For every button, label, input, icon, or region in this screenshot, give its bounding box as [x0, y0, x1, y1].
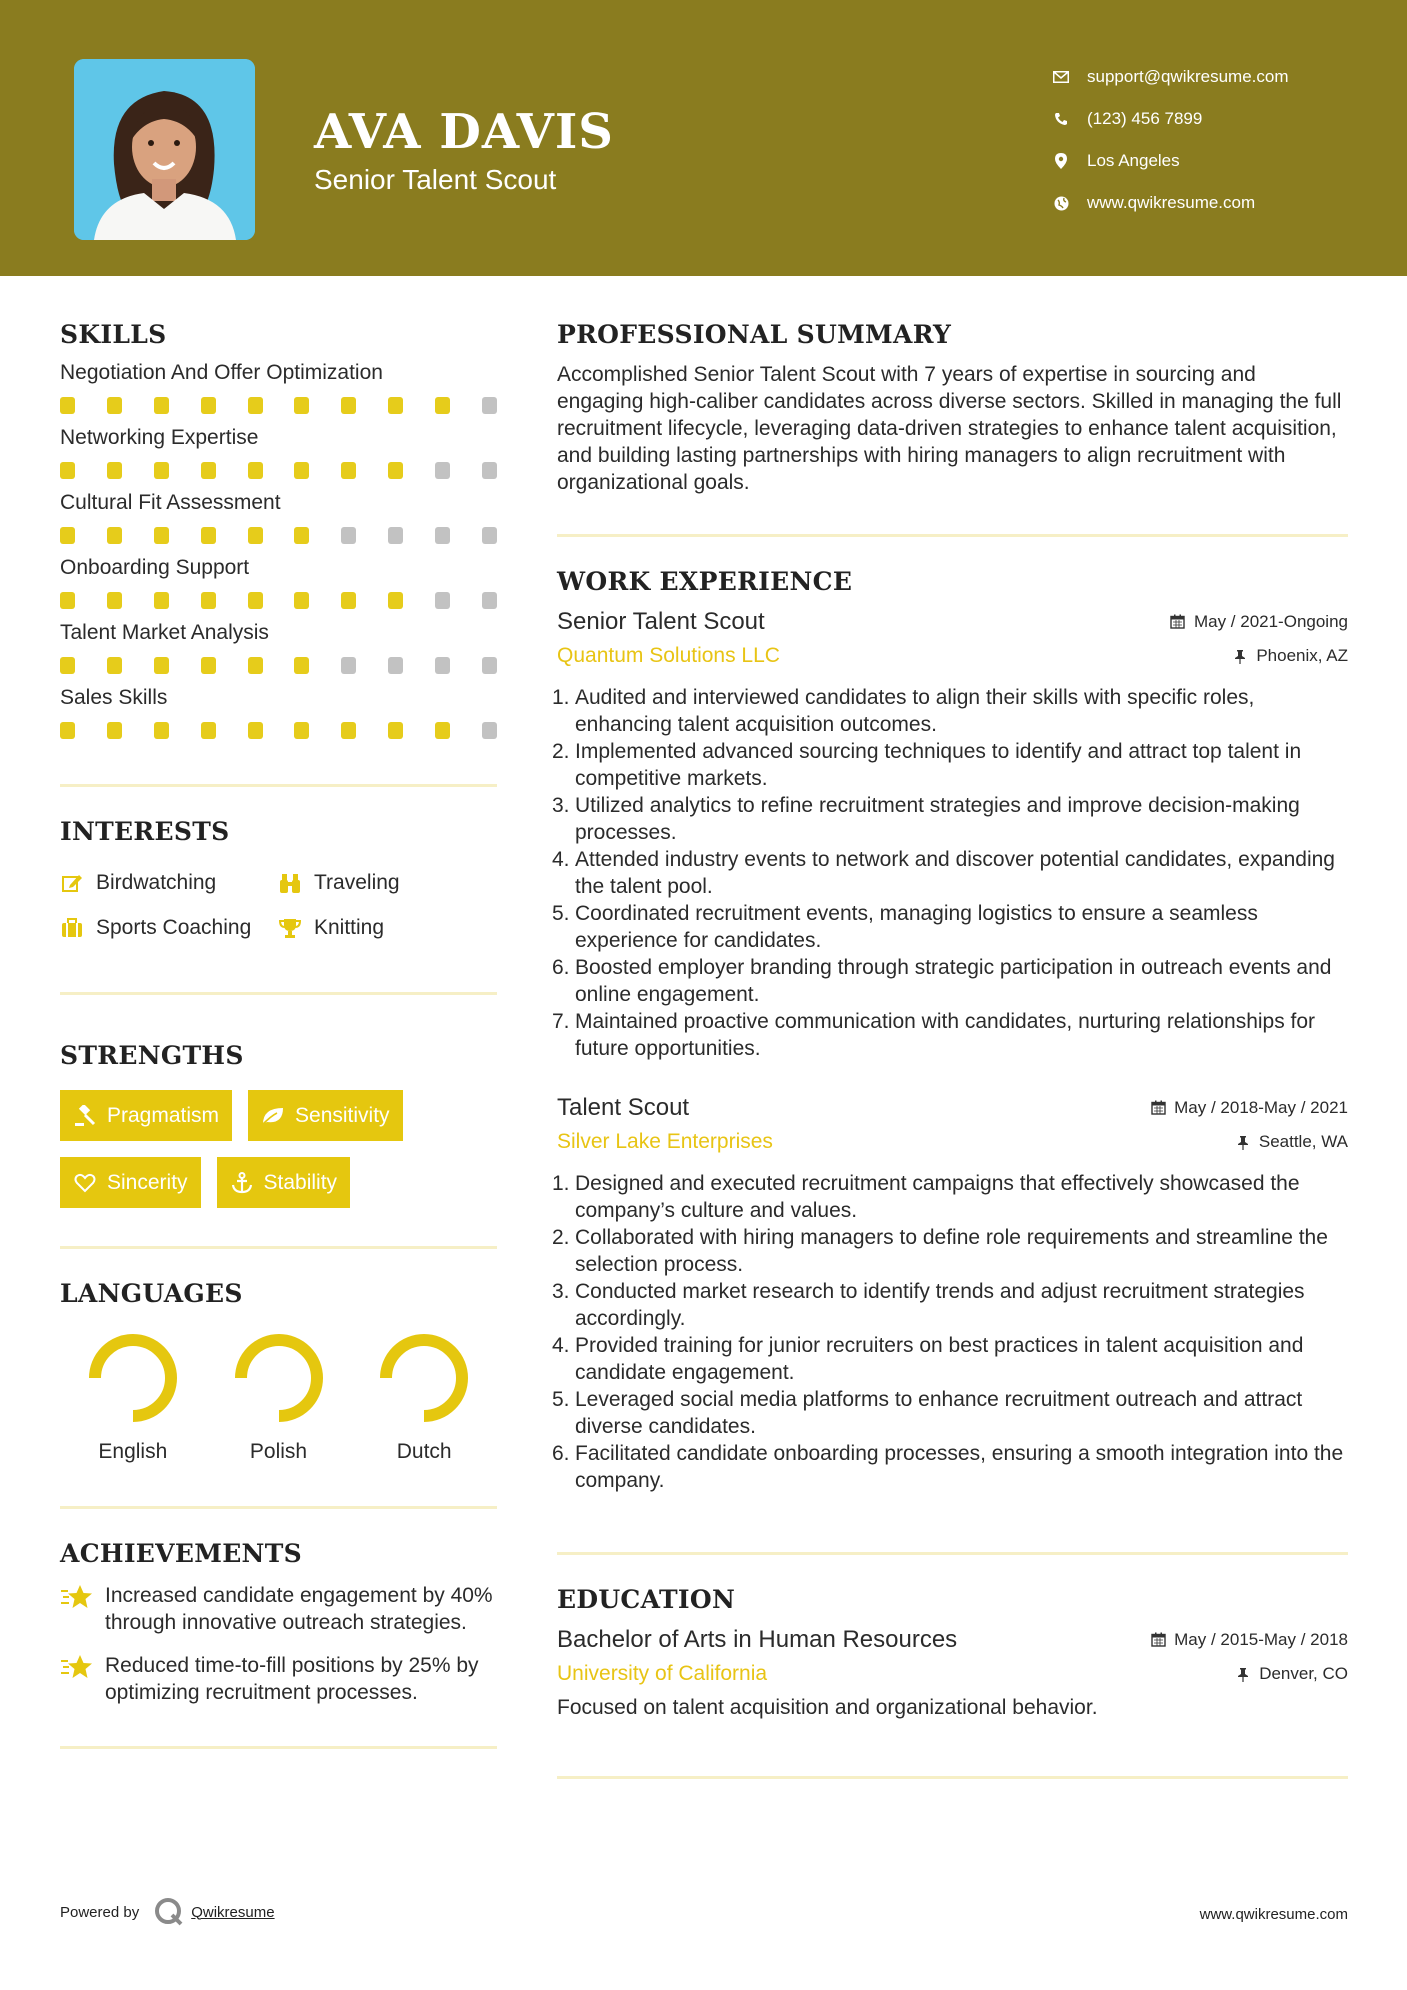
skill-rating [60, 592, 497, 609]
rating-dot-filled [248, 397, 263, 414]
footer-powered-by [60, 1896, 275, 1928]
right-column [552, 320, 1348, 1779]
rating-dot-filled [107, 397, 122, 414]
calendar-icon [1150, 1632, 1166, 1648]
education-description: Focused on talent acquisition and organizational behavior. [557, 1696, 1098, 1719]
job-bullet: 3. Conducted market research to identify trends and adjust recruitment strategies accordingly. [552, 1280, 1305, 1330]
candidate-name: AVA DAVIS [314, 104, 614, 160]
rating-dot-filled [248, 527, 263, 544]
briefcase-icon [60, 916, 84, 940]
job-entry [552, 608, 1348, 1062]
language-gauge [85, 1330, 181, 1426]
interest-label: Birdwatching [96, 870, 217, 894]
language-gauge [376, 1330, 472, 1426]
trophy-icon [278, 916, 302, 940]
job-bullet: 4. Attended industry events to network and discover potential candidates, expanding the talent pool. [552, 848, 1335, 898]
rating-dot-filled [60, 722, 75, 739]
strength-label: Pragmatism [107, 1103, 220, 1127]
rating-dot-filled [60, 462, 75, 479]
profile-photo [74, 59, 255, 240]
gavel-icon [73, 1104, 97, 1128]
pencil-square-icon [60, 871, 84, 895]
phone-icon [1050, 108, 1072, 130]
languages-divider [60, 1506, 497, 1509]
skill-name: Sales Skills [60, 686, 168, 709]
skill-name: Onboarding Support [60, 556, 250, 579]
rating-dot-filled [154, 592, 169, 609]
job-bullet: 3. Utilized analytics to refine recruitment strategies and improve decision-making processes. [552, 794, 1300, 844]
skill-name: Cultural Fit Assessment [60, 491, 281, 514]
strength-label: Stability [263, 1170, 338, 1194]
rating-dot-filled [294, 722, 309, 739]
education-entry [557, 1626, 1348, 1720]
rating-dot-filled [60, 527, 75, 544]
calendar-icon [1150, 1100, 1166, 1116]
interests-divider [60, 992, 497, 995]
skill-rating [60, 657, 497, 674]
contact-email[interactable] [1050, 56, 1289, 98]
contact-phone-text: (123) 456 7899 [1087, 109, 1203, 128]
rating-dot-filled [60, 657, 75, 674]
contact-phone[interactable] [1050, 98, 1289, 140]
rating-dot-filled [248, 657, 263, 674]
company-name: Quantum Solutions LLC [557, 644, 780, 667]
rating-dot-filled [341, 462, 356, 479]
rating-dot-empty [388, 527, 403, 544]
job-bullets [552, 1170, 1348, 1494]
globe-icon [1050, 192, 1072, 214]
education-location-text: Denver, CO [1259, 1664, 1348, 1683]
language-label: English [98, 1440, 168, 1463]
skill-rating [60, 722, 497, 739]
rating-dot-filled [154, 527, 169, 544]
rating-dot-filled [201, 592, 216, 609]
achievement-item [60, 1582, 497, 1636]
job-bullet: 5. Leveraged social media platforms to enhance recruitment outreach and attract diverse candidates. [552, 1388, 1303, 1438]
job-bullet: 6. Boosted employer branding through strategic participation in outreach events and online engagement. [552, 956, 1332, 1006]
language-label: Polish [249, 1440, 308, 1463]
contact-list [1050, 56, 1289, 224]
achievement-item [60, 1652, 497, 1706]
skills-divider [60, 784, 497, 787]
job-bullet: 5. Coordinated recruitment events, managing logistics to ensure a seamless experience for candidates. [552, 902, 1258, 952]
summary-text: Accomplished Senior Talent Scout with 7 years of expertise in sourcing and engaging high-caliber candidates across diverse sectors. Skilled in managing the full recruitment lifecycle, leveraging data-driven strategies to enhance talent acquisition, and building lasting partnerships with hiring managers to align recruitment with organizational goals. [557, 363, 1342, 494]
education-date-text: May / 2015-May / 2018 [1174, 1629, 1348, 1649]
company-name: Silver Lake Enterprises [557, 1130, 773, 1153]
strength-tag [217, 1157, 351, 1208]
contact-email-text: support@qwikresume.com [1087, 67, 1289, 86]
strength-label: Sincerity [107, 1170, 188, 1194]
qwikresume-logo-icon [153, 1896, 185, 1928]
job-location [1235, 1132, 1348, 1152]
skill-name: Talent Market Analysis [60, 621, 269, 644]
pushpin-icon [1235, 1134, 1251, 1150]
rating-dot-empty [341, 527, 356, 544]
rating-dot-filled [341, 397, 356, 414]
job-bullet: 7. Maintained proactive communication with candidates, nurturing relationships for future opportunities. [552, 1010, 1316, 1060]
interest-label: Sports Coaching [96, 915, 252, 939]
interest-item [278, 860, 400, 905]
job-bullet: 1. Designed and executed recruitment campaigns that effectively showcased the company’s culture and values. [552, 1172, 1300, 1222]
summary-heading: PROFESSIONAL SUMMARY [557, 320, 952, 349]
education-heading: EDUCATION [557, 1585, 736, 1614]
job-date-text: May / 2018-May / 2021 [1174, 1097, 1348, 1117]
leaf-icon [261, 1104, 285, 1128]
rating-dot-filled [435, 397, 450, 414]
interest-item [60, 905, 278, 950]
job-title: Talent Scout [557, 1094, 690, 1121]
rating-dot-empty [482, 592, 497, 609]
language-item [60, 1330, 206, 1464]
rating-dot-filled [388, 722, 403, 739]
achievements-heading: ACHIEVEMENTS [60, 1539, 302, 1568]
interests-heading: INTERESTS [60, 817, 230, 846]
rating-dot-filled [435, 722, 450, 739]
job-location [1232, 646, 1348, 666]
language-label: Dutch [396, 1440, 452, 1463]
rating-dot-filled [154, 657, 169, 674]
rating-dot-filled [154, 722, 169, 739]
rating-dot-filled [201, 527, 216, 544]
rating-dot-filled [294, 657, 309, 674]
rating-dot-filled [341, 722, 356, 739]
skill-name: Networking Expertise [60, 426, 259, 449]
education-divider [557, 1776, 1348, 1779]
envelope-icon [1050, 66, 1072, 88]
contact-website[interactable] [1050, 182, 1289, 224]
map-pin-icon [1050, 150, 1072, 172]
language-item [351, 1330, 497, 1464]
contact-location-text: Los Angeles [1087, 151, 1180, 170]
pushpin-icon [1232, 648, 1248, 664]
pushpin-icon [1235, 1666, 1251, 1682]
interests-list [60, 860, 497, 950]
rating-dot-empty [341, 657, 356, 674]
experience-divider [557, 1552, 1348, 1555]
rating-dot-filled [107, 592, 122, 609]
rating-dot-empty [435, 657, 450, 674]
rating-dot-empty [388, 657, 403, 674]
job-bullet: 2. Implemented advanced sourcing techniques to identify and attract top talent in competitive markets. [552, 740, 1302, 790]
portrait-illustration [74, 59, 255, 240]
skill-name: Negotiation And Offer Optimization [60, 361, 383, 384]
job-bullet: 4. Provided training for junior recruiters on best practices in talent acquisition and candidate engagement. [552, 1334, 1304, 1384]
job-bullet: 1. Audited and interviewed candidates to align their skills with specific roles, enhancing talent acquisition outcomes. [552, 686, 1255, 736]
interest-item [60, 860, 278, 905]
strength-label: Sensitivity [295, 1103, 390, 1127]
rating-dot-filled [154, 462, 169, 479]
star-icon [60, 1582, 93, 1612]
footer-website[interactable]: www.qwikresume.com [1199, 1906, 1348, 1923]
skill-rating [60, 527, 497, 544]
rating-dot-empty [482, 657, 497, 674]
rating-dot-filled [294, 397, 309, 414]
job-bullet: 2. Collaborated with hiring managers to define role requirements and streamline the selection process. [552, 1226, 1328, 1276]
achievement-text: Increased candidate engagement by 40% through innovative outreach strategies. [105, 1584, 493, 1634]
rating-dot-empty [482, 462, 497, 479]
education-date [1150, 1630, 1348, 1650]
rating-dot-filled [107, 527, 122, 544]
rating-dot-empty [435, 462, 450, 479]
achievements-divider [60, 1746, 497, 1749]
rating-dot-filled [201, 722, 216, 739]
qwikresume-link[interactable]: Qwikresume [191, 1903, 275, 1921]
rating-dot-filled [107, 657, 122, 674]
rating-dot-empty [435, 592, 450, 609]
rating-dot-filled [248, 592, 263, 609]
interest-item [278, 905, 384, 950]
rating-dot-filled [60, 397, 75, 414]
rating-dot-filled [248, 722, 263, 739]
rating-dot-filled [294, 592, 309, 609]
rating-dot-filled [248, 462, 263, 479]
rating-dot-filled [388, 462, 403, 479]
skill-rating [60, 462, 497, 479]
rating-dot-filled [294, 462, 309, 479]
language-item [206, 1330, 352, 1464]
rating-dot-filled [107, 722, 122, 739]
left-column [60, 320, 497, 1749]
candidate-title: Senior Talent Scout [314, 164, 557, 195]
rating-dot-empty [482, 397, 497, 414]
powered-by-text: Powered by [60, 1903, 140, 1921]
anchor-icon [230, 1171, 254, 1195]
strengths-list [60, 1090, 497, 1208]
rating-dot-filled [294, 527, 309, 544]
contact-website-text: www.qwikresume.com [1087, 193, 1256, 212]
strength-tag [248, 1090, 403, 1141]
skill-rating [60, 397, 497, 414]
rating-dot-filled [154, 397, 169, 414]
job-location-text: Seattle, WA [1258, 1132, 1348, 1151]
rating-dot-filled [201, 397, 216, 414]
rating-dot-empty [482, 527, 497, 544]
strengths-divider [60, 1246, 497, 1249]
languages-list [60, 1330, 497, 1464]
rating-dot-filled [107, 462, 122, 479]
summary-divider [557, 534, 1348, 537]
rating-dot-filled [388, 397, 403, 414]
job-bullets [552, 684, 1348, 1062]
job-date-text: May / 2021-Ongoing [1193, 611, 1348, 631]
job-entry [552, 1094, 1348, 1494]
binoculars-icon [278, 871, 302, 895]
rating-dot-filled [201, 462, 216, 479]
rating-dot-empty [435, 527, 450, 544]
job-title: Senior Talent Scout [557, 608, 765, 635]
interest-label: Knitting [314, 915, 385, 939]
achievement-text: Reduced time-to-fill positions by 25% by optimizing recruitment processes. [105, 1654, 479, 1704]
strengths-heading: STRENGTHS [60, 1041, 244, 1070]
rating-dot-empty [482, 722, 497, 739]
rating-dot-filled [60, 592, 75, 609]
strength-tag [60, 1090, 232, 1141]
rating-dot-filled [201, 657, 216, 674]
star-icon [60, 1652, 93, 1682]
experience-heading: WORK EXPERIENCE [557, 567, 853, 596]
calendar-icon [1170, 614, 1186, 630]
skills-heading: SKILLS [60, 320, 167, 349]
rating-dot-filled [388, 592, 403, 609]
interest-label: Traveling [314, 870, 400, 894]
school-name: University of California [557, 1662, 768, 1685]
job-date [1150, 1098, 1348, 1118]
resume-header [0, 0, 1407, 276]
skills-list [60, 361, 497, 739]
strength-tag [60, 1157, 201, 1208]
job-location-text: Phoenix, AZ [1256, 646, 1348, 665]
job-date [1170, 612, 1348, 632]
education-location [1235, 1664, 1348, 1684]
job-bullet: 6. Facilitated candidate onboarding processes, ensuring a smooth integration into the company. [552, 1442, 1344, 1492]
contact-location [1050, 140, 1289, 182]
languages-heading: LANGUAGES [60, 1279, 243, 1308]
language-gauge [231, 1330, 327, 1426]
heart-icon [73, 1171, 97, 1195]
rating-dot-filled [341, 592, 356, 609]
degree-title: Bachelor of Arts in Human Resources [557, 1626, 958, 1653]
